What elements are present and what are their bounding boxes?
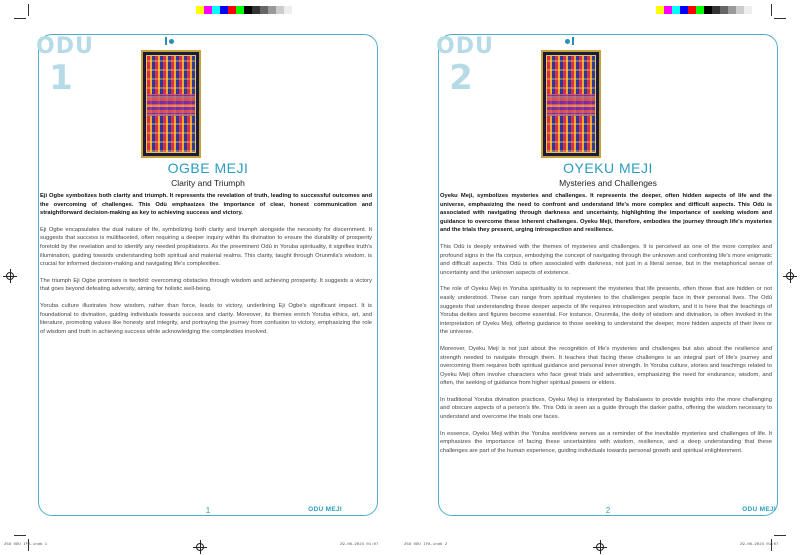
card-pattern [146, 55, 196, 153]
sign-dot-icon [169, 39, 174, 44]
lead-paragraph: Eji Ogbe symbolizes both clarity and triumph. It represents the revelation of truth, leading to successful outcomes and the overcoming of challenges. This Odù emphasizes the importance of clear, honest communication and straightforward decision-making as key to achieving success and victory. [40, 193, 372, 217]
paragraph: In essence, Oyeku Meji within the Yoruba worldview serves as a reminder of the inevitable mysteries and challenges of life. It emphasizes the importance of facing these uncertainties with wisdom, resilience, and a deep understanding that these challenges are part of the human experience, guiding individuals towards personal growth and spiritual enlightenment. [440, 430, 772, 454]
running-footer: ODU MEJI [742, 506, 776, 513]
odu-word: ODU [436, 34, 494, 59]
color-bar [656, 6, 752, 14]
odu-card-image [541, 50, 601, 158]
page-right [400, 0, 800, 555]
card-pattern [546, 55, 596, 153]
body-text [40, 192, 372, 344]
paragraph: Moreover, Oyeku Meji is not just about the recognition of life's mysteries and challenges but also about the resilience and strength needed to navigate through them. It teaches that facing these challenges is an integral part of life's journey and overcoming them requires both spiritual guidance and personal inner strength. In Yoruba culture, stories and teachings related to Oyeku Meji often involve characters who face great trials and adversities, emphasizing the need for endurance, wisdom, and often, the seeking of guidance from higher spiritual powers or elders. [440, 345, 772, 387]
page-subtitle: Clarity and Triumph [171, 178, 245, 188]
registration-mark [596, 543, 604, 551]
registration-mark [6, 272, 14, 280]
paragraph: This Odù is deeply entwined with the themes of mysteries and challenges. It is perceived as one of the more complex and profound signs in the Ifa corpus, embodying the concept of navigating through the unknown and confronting life's more enigmatic and difficult aspects. This Odù is often associated with darkness, not just in a literal sense, but in the metaphorical sense of uncertainty and the unknown aspects of existence. [440, 243, 772, 276]
crop-mark [774, 535, 786, 536]
crop-mark [28, 4, 29, 16]
registration-mark [196, 543, 204, 551]
body-text [440, 192, 772, 463]
crop-mark [14, 18, 26, 19]
odu-sign-marks [565, 36, 574, 46]
page-number: 2 [605, 506, 611, 515]
print-slug: 256 ODU IFA.indb 1 [4, 543, 48, 547]
crop-mark [771, 4, 772, 16]
odu-word: ODU [36, 34, 94, 59]
lead-paragraph: Oyeku Meji, symbolizes mysteries and challenges. It represents the deeper, often hidden aspects of life and the universe, emphasizing the need to confront and understand life's more complex and difficult aspects. This Odù is associated with navigating through darkness and uncertainty, highlighting the importance of seeking wisdom and guidance to overcome these inherent challenges. Oyeku Meji, therefore, embodies the journey through life's mysteries and the trials they present, urging introspection and resilience. [440, 193, 772, 234]
sign-bar-icon [572, 37, 574, 45]
sign-dot-icon [565, 39, 570, 44]
odu-sign-marks [165, 36, 174, 46]
paragraph: Yoruba culture illustrates how wisdom, rather than force, leads to victory, underlining Eji Ogbe's significant impact. It is foundational to divination, guiding individuals towards success and clarity. Moreover, its themes enrich Yoruba ethics, art, and literature, promoting values like honesty and integrity, and portraying the journey from confusion to victory, emphasizing the role of wisdom and truth in achieving success while acknowledging the complexities involved. [40, 302, 372, 335]
print-slug: 256 ODU IFA.indb 2 [404, 543, 448, 547]
paragraph: Eji Ogbe encapsulates the dual nature of Ife, symbolizing both clarity and triumph alongside the necessity for discernment. It suggests that success is multifaceted, often requiring a deeper inquiry within Ifa divination to ensure the durability of prosperity foretold by the revelation and to identify any needed propitiations. As the preeminent Odù in Yoruba spirituality, it signifies truth's illumination, guiding towards understanding both spiritual and material realms. This clarity, taught through Orunmila's wisdom, is crucial for informed decision-making and navigating life's complexities. [40, 226, 372, 268]
page-subtitle: Mysteries and Challenges [559, 178, 657, 188]
odu-number: 1 [49, 58, 73, 98]
paragraph: The triumph Eji Ogbe promises is twofold: overcoming obstacles through wisdom and achieving prosperity. It suggests a victory that goes beyond defeating adversity, aiming for holistic well-being. [40, 277, 372, 293]
print-slug-date: 29-06-2024 01:07 [340, 543, 379, 547]
page-title: OYEKU MEJI [563, 160, 653, 176]
paragraph: The role of Oyeku Meji in Yoruba spirituality is to represent the mysteries that life presents, often those that are hidden or not easily understood. These can range from spiritual mysteries to the challenges people face in their personal lives. The Odù suggests that understanding these deeper aspects of life requires introspection and wisdom, and it is here that the teachings of Yoruba deities and figures become essential. For instance, Orunmila, the deity of wisdom and divination, is often invoked in the interpretation of Oyeku Meji, offering guidance to those seeking to understand the deeper, more hidden aspects of their lives or the universe. [440, 286, 772, 336]
page-title: OGBE MEJI [167, 160, 249, 176]
odu-card-image [141, 50, 201, 158]
registration-mark [786, 272, 794, 280]
sign-bar-icon [165, 37, 167, 45]
color-bar [196, 6, 292, 14]
running-footer: ODU MEJI [308, 506, 342, 513]
page-number: 1 [205, 506, 211, 515]
print-slug-date: 29-06-2024 01:07 [740, 543, 779, 547]
crop-mark [14, 535, 26, 536]
paragraph: In traditional Yoruba divination practices, Oyeku Meji is interpreted by Babalawos to provide insights into the more challenging and obscure aspects of a person's life. This Odù is seen as a guide through the darker paths, offering the wisdom necessary to understand and overcome the trials one faces. [440, 396, 772, 421]
odu-number: 2 [449, 58, 473, 98]
crop-mark [774, 18, 786, 19]
